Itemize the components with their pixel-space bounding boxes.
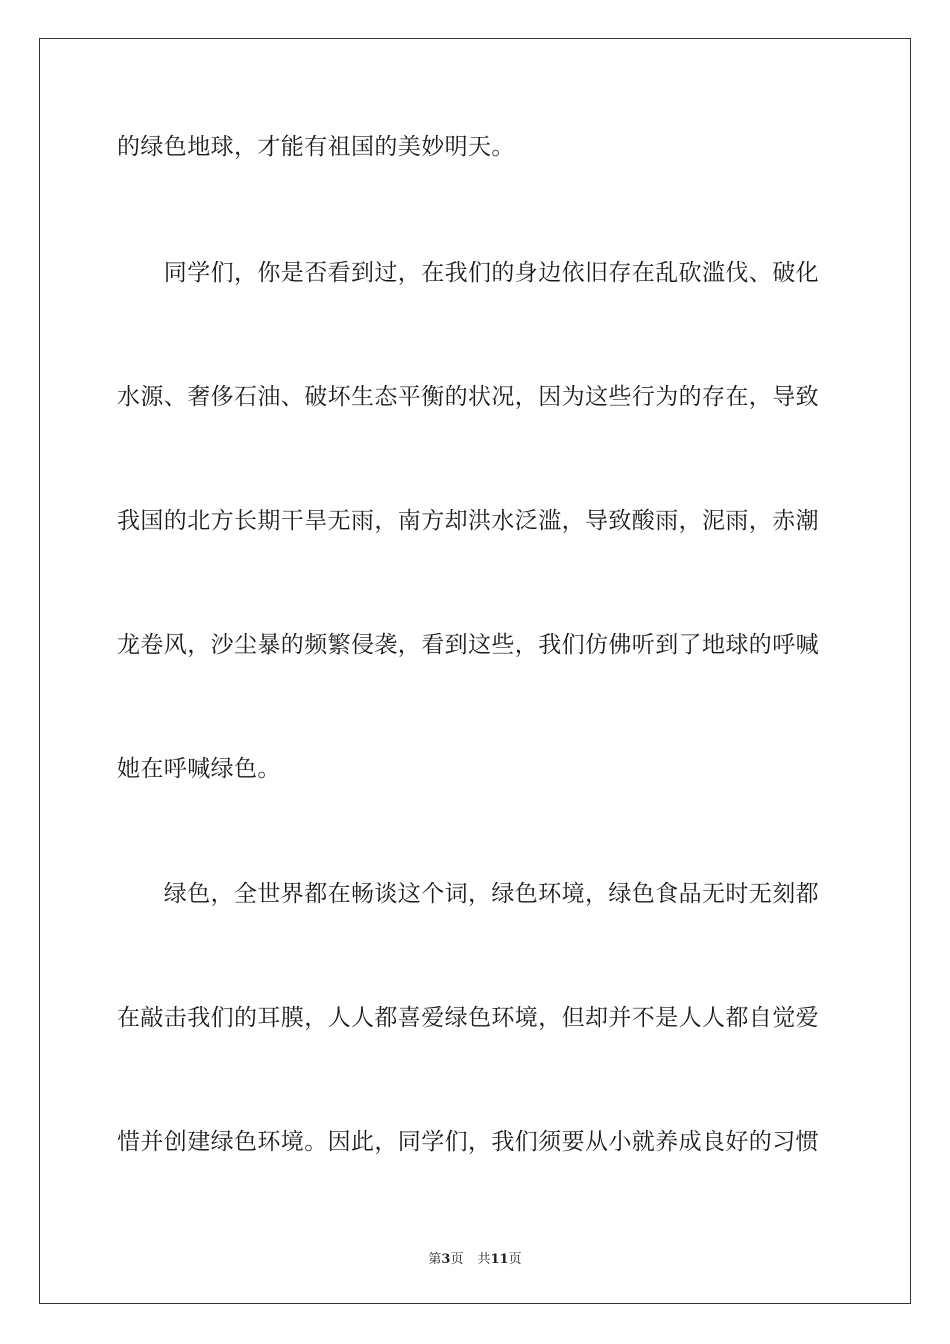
page-suffix: 页 [450,1252,464,1267]
total-suffix: 页 [508,1252,522,1267]
text-line-4: 我国的北方长期干旱无雨，南方却洪水泛滥，导致酸雨，泥雨，赤潮 [117,508,819,534]
text-line-3: 水源、奢侈石油、破坏生态平衡的状况，因为这些行为的存在，导致 [117,384,819,410]
text-line-7: 绿色，全世界都在畅谈这个词，绿色环境，绿色食品无时无刻都 [117,881,819,907]
current-page-number: 3 [441,1252,451,1267]
text-line-2: 同学们，你是否看到过，在我们的身边依旧存在乱砍滥伐、破化 [117,260,819,286]
total-page-count: 11 [490,1252,509,1267]
total-prefix: 共 [477,1252,491,1267]
page-prefix: 第 [428,1252,442,1267]
page-border [39,38,911,1304]
text-line-6: 她在呼喊绿色。 [117,756,281,782]
text-line-9: 惜并创建绿色环境。因此，同学们，我们须要从小就养成良好的习惯 [117,1129,819,1155]
page-footer [0,1248,950,1267]
text-line-5: 龙卷风，沙尘暴的频繁侵袭，看到这些，我们仿佛听到了地球的呼喊 [117,632,819,658]
text-line-1: 的绿色地球，才能有祖国的美妙明天。 [117,134,515,160]
text-line-8: 在敲击我们的耳膜，人人都喜爱绿色环境，但却并不是人人都自觉爱 [117,1005,819,1031]
